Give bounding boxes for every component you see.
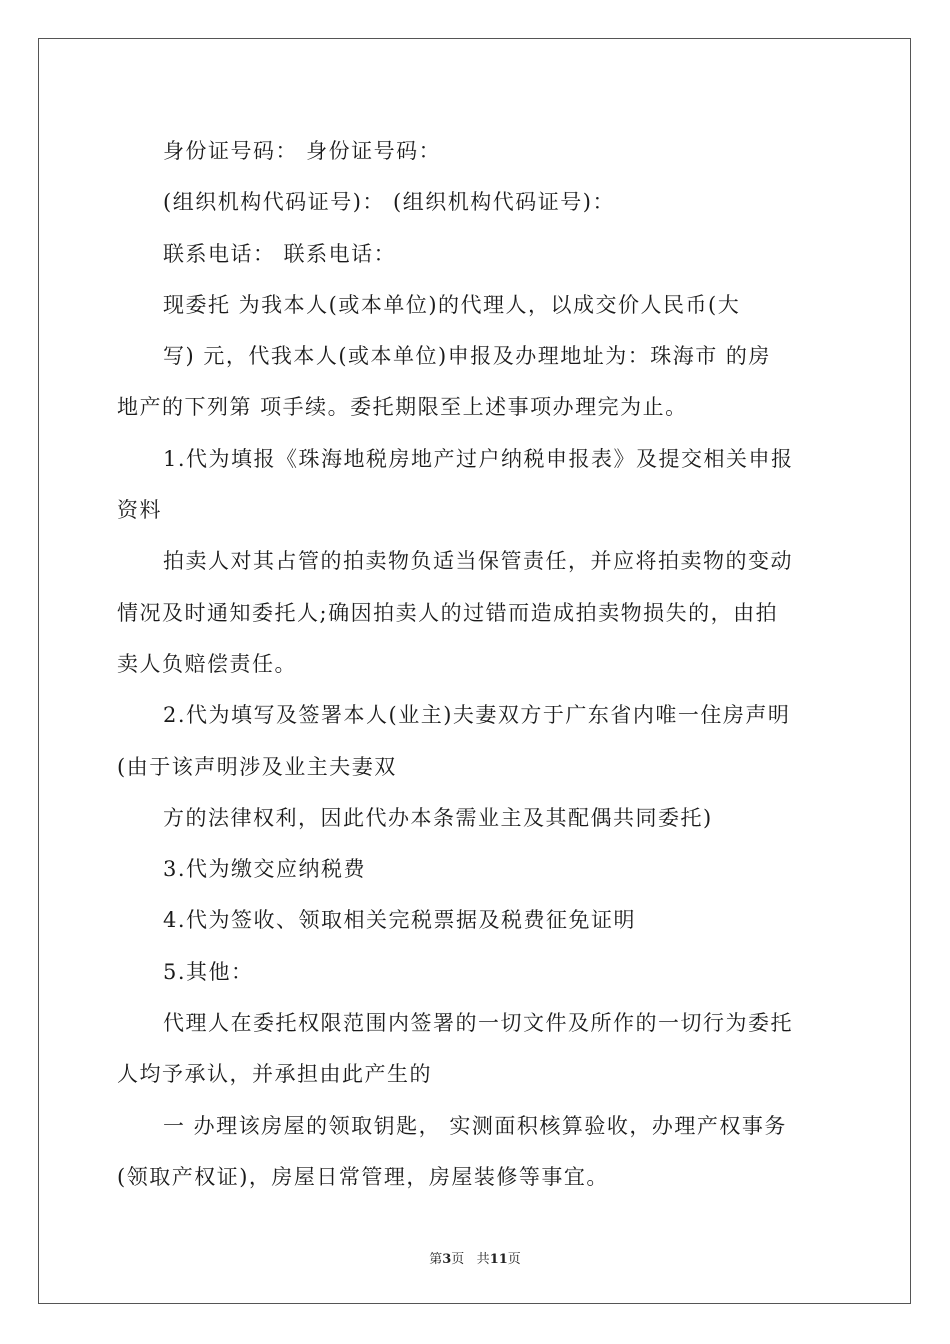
document-body	[117, 126, 837, 1203]
text-line: 卖人负赔偿责任。	[117, 651, 297, 676]
text-line: (由于该声明涉及业主夫妻双	[117, 754, 397, 779]
text-line: 一 办理该房屋的领取钥匙， 实测面积核算验收，办理产权事务	[163, 1113, 787, 1138]
text-line: 方的法律权利，因此代办本条需业主及其配偶共同委托)	[163, 805, 713, 830]
text-line: 5.其他：	[163, 959, 254, 984]
text-line: 人均予承认，并承担由此产生的	[117, 1062, 432, 1087]
text-line: 写) 元，代我本人(或本单位)申报及办理地址为：珠海市 的房	[163, 344, 771, 369]
text-line: 2.代为填写及签署本人(业主)夫妻双方于广东省内唯一住房声明	[163, 703, 791, 728]
text-line: 1.代为填报《珠海地税房地产过户纳税申报表》及提交相关申报	[163, 446, 794, 471]
text-line: 3.代为缴交应纳税费	[163, 857, 367, 882]
text-line: 代理人在委托权限范围内签署的一切文件及所作的一切行为委托	[163, 1011, 793, 1036]
text-line: 4.代为签收、领取相关完税票据及税费征免证明	[163, 908, 637, 933]
text-line: 地产的下列第 项手续。委托期限至上述事项办理完为止。	[117, 395, 688, 420]
text-line: 拍卖人对其占管的拍卖物负适当保管责任，并应将拍卖物的变动	[163, 549, 793, 574]
total-pages: 11	[489, 1252, 508, 1267]
text-line: (组织机构代码证号)： (组织机构代码证号)：	[163, 190, 615, 215]
page-footer	[0, 1248, 950, 1267]
total-suffix: 页	[507, 1252, 521, 1267]
text-line: (领取产权证)，房屋日常管理，房屋装修等事宜。	[117, 1164, 609, 1189]
page-prefix: 第	[429, 1252, 443, 1267]
text-line: 资料	[117, 498, 162, 523]
text-line: 现委托 为我本人(或本单位)的代理人，以成交价人民币(大	[163, 292, 741, 317]
page-suffix: 页	[451, 1252, 465, 1267]
total-prefix: 共	[476, 1252, 490, 1267]
text-line: 身份证号码： 身份证号码：	[163, 139, 442, 163]
page-number: 3	[442, 1252, 452, 1267]
text-line: 联系电话： 联系电话：	[163, 241, 397, 266]
text-line: 情况及时通知委托人;确因拍卖人的过错而造成拍卖物损失的，由拍	[117, 600, 779, 625]
